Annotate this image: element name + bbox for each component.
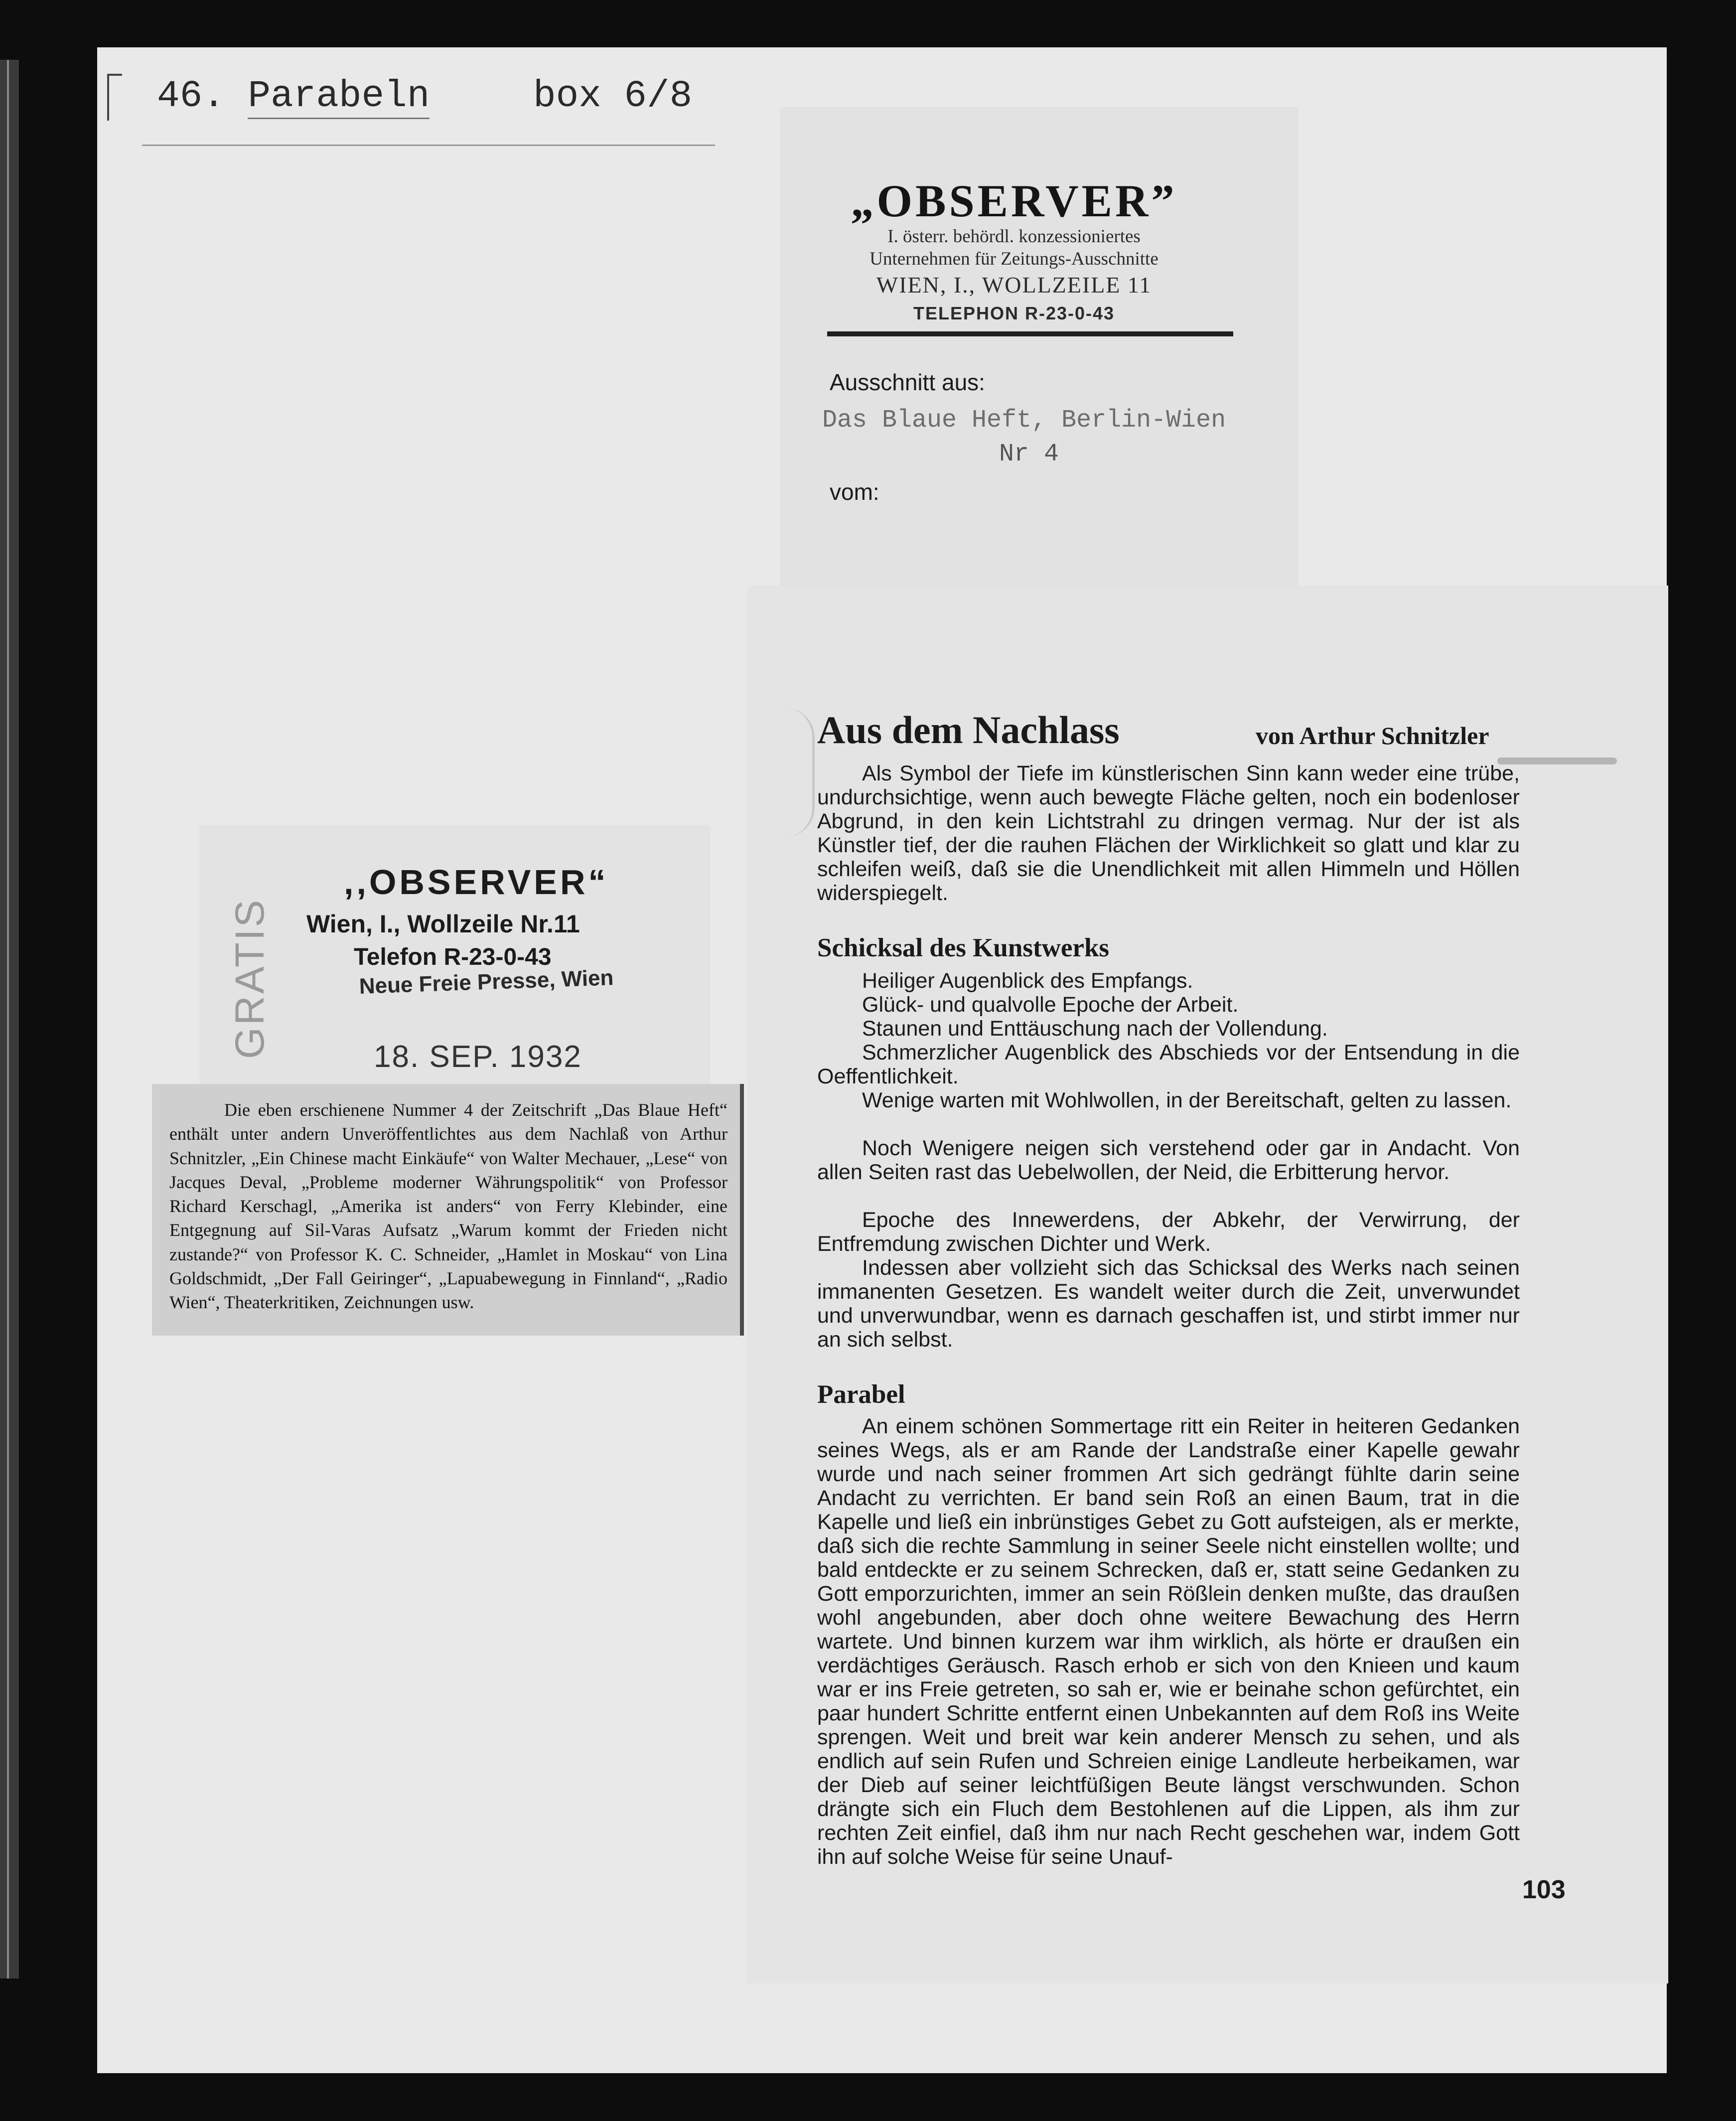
gratis-mark: GRATIS xyxy=(227,898,273,1059)
slip-issue: Nr 4 xyxy=(999,440,1059,468)
stamp-slip xyxy=(199,825,710,1101)
section1-line xyxy=(817,1017,1520,1041)
slip-line: I. österr. behördl. konzessioniertes xyxy=(887,226,1141,247)
section1-line xyxy=(817,993,1520,1017)
section1-paragraph xyxy=(817,1208,1520,1256)
section1-paragraph xyxy=(817,1256,1520,1352)
folder-label xyxy=(157,75,430,118)
slip-cut-label: Ausschnitt aus: xyxy=(830,369,985,395)
header-rule xyxy=(142,145,715,146)
slip-address: WIEN, I., WOLLZEILE 11 xyxy=(876,272,1152,298)
slip-rule xyxy=(827,331,1233,336)
box-header xyxy=(107,70,720,150)
section1-line-text: Glück- und qualvolle Epoche der Arbeit. xyxy=(862,993,1239,1017)
stamp-date: 18. SEP. 1932 xyxy=(374,1040,582,1074)
clipping-text xyxy=(169,1098,727,1315)
section1-text: Indessen aber vollzieht sich das Schicksal des Werks nach seinen immanenten Gesetzen. Es wandelt weiter durch die Zeit, unverwundet und unverwundbar, wenn es darnach geschaffen ist, und stirbt immer nur an sich selbst. xyxy=(817,1256,1520,1352)
section1-line-text: Staunen und Enttäuschung nach der Vollendung. xyxy=(862,1017,1328,1041)
section1-paragraph xyxy=(817,1136,1520,1184)
article-title: Aus dem Nachlass xyxy=(817,708,1120,752)
section1-paragraph xyxy=(817,1041,1520,1088)
section1-line xyxy=(817,969,1520,993)
section1-paragraph xyxy=(817,1088,1520,1112)
slip-line: Unternehmen für Zeitungs-Ausschnitte xyxy=(869,249,1158,269)
stamp-telephone: Telefon R-23-0-43 xyxy=(354,944,552,970)
intro-paragraph xyxy=(817,761,1520,905)
film-edge xyxy=(0,60,19,1978)
slip-date-label: vom: xyxy=(830,479,879,505)
stamp-address: Wien, I., Wollzeile Nr.11 xyxy=(306,910,580,938)
section1-text: Noch Wenigere neigen sich verstehend oder gar in Andacht. Von allen Seiten rast das Uebelwollen, der Neid, die Erbitterung hervor. xyxy=(817,1136,1520,1184)
fold-mark xyxy=(767,708,815,837)
newspaper-clipping xyxy=(152,1084,744,1336)
parable-text: An einem schönen Sommertage ritt ein Reiter in heiteren Gedanken seines Wegs, als er am Rande der Landstraße einer Kapelle gewahr wurde und nach seiner frommen Art sich gedrängt fühlte darin seine Andacht zu verrichten. Er band sein Roß an einen Baum, trat in die Kapelle und ließ ein inbrünstiges Gebet zu Gott aufsteigen, als er merkte, daß sich die rechte Sammlung in seiner Seele nicht einstellen wollte; und bald entdeckte er zu seinem Schrecken, daß er, statt seine Gedanken zu Gott emporzurichten, immer an sein Rößlein denken mußte, das draußen wohl angebunden, aber doch ohne weitere Bewachung des Herrn wartete. Und binnen kurzem war ihm wirklich, als hörte er draußen ein verdächtiges Geräusch. Rasch erhob er sich von den Knieen und kaum war er ins Freie getreten, so sah er, wie er beinahe schon gefürchtet, ein paar hundert Schritte entfernt einen Unbekannten auf dem Roß ins Weite sprengen. Weit und breit war kein anderer Mensch zu sehen, und als endlich auf sein Rufen und Schreien einige Landleute herbeikamen, war der Dieb auf seiner leichtfüßigen Beute längst verschwunden. Schon drängte sich ein Fluch dem Bestohlenen auf die Lippen, als ihm zur rechten Zeit einfiel, daß ihm nur nach Recht geschehen war, indem Gott ihn auf solche Weise für seine Unauf- xyxy=(817,1414,1520,1869)
section1-line-text: Heiliger Augenblick des Empfangs. xyxy=(862,969,1193,993)
section1-text: Wenige warten mit Wohlwollen, in der Bereitschaft, gelten zu lassen. xyxy=(862,1088,1512,1112)
slip-source: Das Blaue Heft, Berlin-Wien xyxy=(822,406,1226,435)
parable-paragraph xyxy=(817,1414,1520,1869)
stamp-title: ,,OBSERVER“ xyxy=(344,863,609,902)
page-number: 103 xyxy=(1522,1875,1566,1904)
header-bracket xyxy=(107,74,122,121)
section1-text: Schmerzlicher Augenblick des Abschieds vor der Entsendung in die Oeffentlichkeit. xyxy=(817,1041,1520,1088)
section-title: Schicksal des Kunstwerks xyxy=(817,933,1110,962)
article-author: von Arthur Schnitzler xyxy=(1256,722,1489,750)
slip-title: „OBSERVER” xyxy=(851,175,1177,226)
folder-title: Parabeln xyxy=(248,75,430,119)
observer-slip xyxy=(780,107,1298,596)
stamp-source: Neue Freie Presse, Wien xyxy=(359,965,614,999)
section1-text: Epoche des Innewerdens, der Abkehr, der Verwirrung, der Entfremdung zwischen Dichter und Werk. xyxy=(817,1208,1520,1256)
slip-telephone: TELEPHON R-23-0-43 xyxy=(913,303,1115,323)
clipping-paragraph: Die eben erschienene Nummer 4 der Zeitschrift „Das Blaue Heft“ enthält unter andern Unveröffentlichtes aus dem Nachlaß von Arthur Schnitzler, „Ein Chinese macht Einkäufe“ von Walter Mechauer, „Lese“ von Jacques Deval, „Probleme moderner Währungspolitik“ von Professor Richard Kerschagl, „Amerika ist anders“ von Ferry Klebinder, eine Entgegnung auf Sil-Varas Aufsatz „Warum kommt der Frieden nicht zustande?“ von Professor K. C. Schneider, „Hamlet in Moskau“ von Lina Goldschmidt, „Der Fall Geiringer“, „Lapuabewegung in Finnland“, „Radio Wien“, Theaterkritiken, Zeichnungen usw. xyxy=(169,1100,727,1313)
box-number: box 6/8 xyxy=(533,75,693,118)
section-title: Parabel xyxy=(817,1380,905,1409)
folder-number: 46. xyxy=(157,75,248,118)
intro-text: Als Symbol der Tiefe im künstlerischen Sinn kann weder eine trübe, undurchsichtige, wenn auch bewegte Fläche gelten, noch ein bodenloser Abgrund, in den kein Lichtstrahl zu dringen vermag. Nur der ist als Künstler tief, der die rauhen Flächen der Wirklichkeit so glatt und klar zu schleifen weiß, daß sie die Unendlichkeit mit allen Himmeln und Höllen widerspiegelt. xyxy=(817,761,1520,905)
